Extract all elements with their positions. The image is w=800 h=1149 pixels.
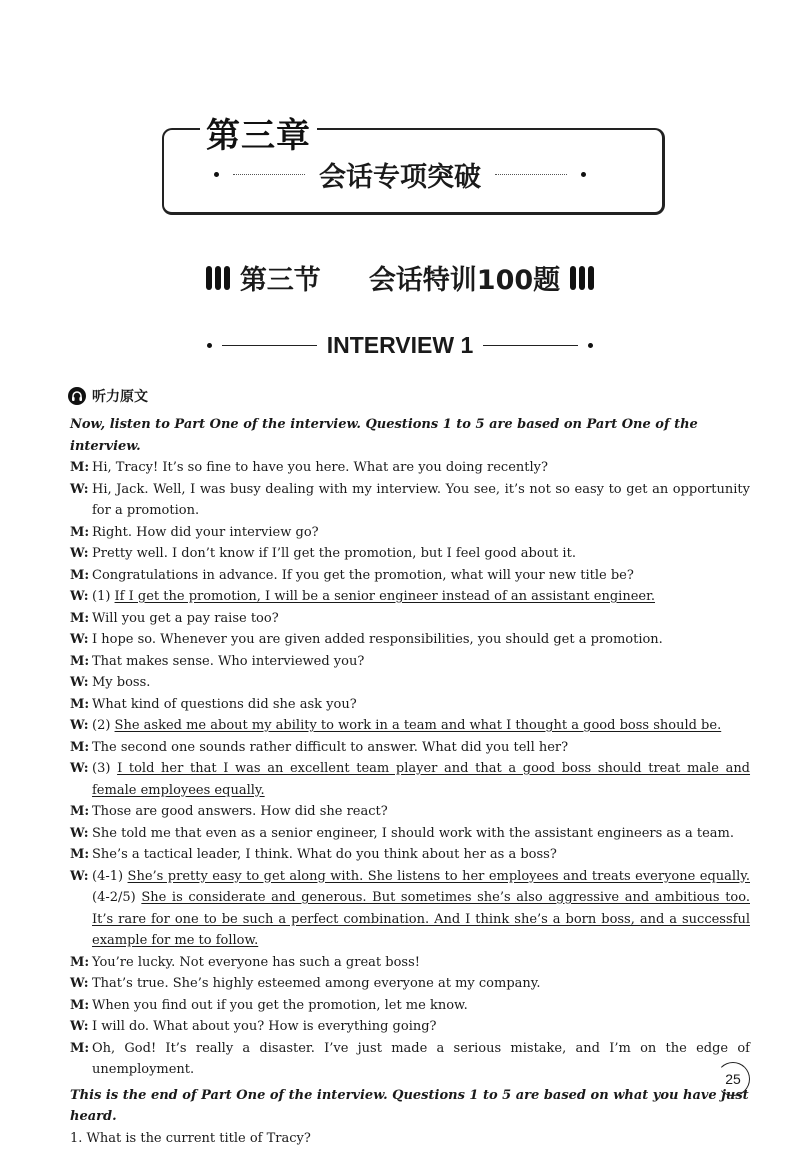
utterance-segment: (1) bbox=[92, 589, 115, 604]
speaker-label: M: bbox=[70, 565, 92, 587]
transcript-label: 听力原文 bbox=[92, 386, 148, 406]
speaker-label: W: bbox=[70, 672, 92, 694]
utterance-text bbox=[92, 866, 750, 952]
section-title: 会话特训100题 bbox=[369, 258, 560, 297]
decor-dot bbox=[588, 343, 593, 348]
utterance-text bbox=[92, 737, 750, 759]
utterance-segment: That’s true. She’s highly esteemed among everyone at my company. bbox=[92, 976, 541, 991]
speaker-label: M: bbox=[70, 737, 92, 759]
answer-underlined-text: She’s pretty easy to get along with. She listens to her employees and treats everyone equally. bbox=[128, 869, 750, 884]
speaker-label: M: bbox=[70, 608, 92, 630]
decor-line bbox=[222, 345, 317, 346]
dialogue-line bbox=[70, 952, 750, 974]
utterance-segment: Pretty well. I don’t know if I’ll get the promotion, but I feel good about it. bbox=[92, 546, 576, 561]
dialogue-line bbox=[70, 586, 750, 608]
utterance-text bbox=[92, 457, 750, 479]
speaker-label: W: bbox=[70, 543, 92, 565]
utterance-text bbox=[92, 629, 750, 651]
speaker-label: M: bbox=[70, 844, 92, 866]
decor-dotted-line bbox=[495, 174, 567, 175]
utterance-text bbox=[92, 608, 750, 630]
speaker-label: M: bbox=[70, 801, 92, 823]
speaker-label: M: bbox=[70, 651, 92, 673]
dialogue-line bbox=[70, 543, 750, 565]
utterance-text bbox=[92, 715, 750, 737]
instruction-text: Now, listen to Part One of the interview. Questions 1 to 5 are based on Part One of the interview. bbox=[70, 414, 750, 457]
speaker-label: M: bbox=[70, 694, 92, 716]
utterance-text bbox=[92, 952, 750, 974]
utterance-text bbox=[92, 479, 750, 522]
speaker-label: W: bbox=[70, 866, 92, 952]
dialogue-line bbox=[70, 973, 750, 995]
speaker-label: W: bbox=[70, 823, 92, 845]
utterance-segment: Congratulations in advance. If you get the promotion, what will your new title be? bbox=[92, 568, 634, 583]
speaker-label: W: bbox=[70, 629, 92, 651]
decor-dot bbox=[207, 343, 212, 348]
utterance-text bbox=[92, 973, 750, 995]
utterance-segment: My boss. bbox=[92, 675, 150, 690]
utterance-text bbox=[92, 651, 750, 673]
section-number: 第三节 bbox=[240, 258, 321, 297]
speaker-label: M: bbox=[70, 522, 92, 544]
utterance-segment: You’re lucky. Not everyone has such a great boss! bbox=[92, 955, 420, 970]
utterance-text bbox=[92, 801, 750, 823]
dialogue-line bbox=[70, 479, 750, 522]
speaker-label: W: bbox=[70, 715, 92, 737]
utterance-text bbox=[92, 672, 750, 694]
dialogue-line bbox=[70, 758, 750, 801]
speaker-label: M: bbox=[70, 995, 92, 1017]
chapter-subtitle-row bbox=[0, 155, 800, 194]
dialogue-line bbox=[70, 694, 750, 716]
dialogue-line bbox=[70, 565, 750, 587]
dialogue-line bbox=[70, 672, 750, 694]
chapter-subtitle: 会话专项突破 bbox=[319, 155, 481, 194]
utterance-segment: Those are good answers. How did she react? bbox=[92, 804, 388, 819]
dialogue-line bbox=[70, 651, 750, 673]
speaker-label: W: bbox=[70, 758, 92, 801]
utterance-text bbox=[92, 995, 750, 1017]
speaker-label: W: bbox=[70, 1016, 92, 1038]
answer-underlined-text: If I get the promotion, I will be a senior engineer instead of an assistant engineer. bbox=[115, 589, 655, 604]
decor-dot bbox=[581, 172, 586, 177]
utterance-segment: I hope so. Whenever you are given added responsibilities, you should get a promotion. bbox=[92, 632, 663, 647]
dialogue-line bbox=[70, 522, 750, 544]
utterance-segment: Oh, God! It’s really a disaster. I’ve just made a serious mistake, and I’m on the edge of unemployment. bbox=[92, 1041, 750, 1078]
speaker-label: W: bbox=[70, 479, 92, 522]
utterance-text bbox=[92, 844, 750, 866]
utterance-text bbox=[92, 694, 750, 716]
utterance-segment: She’s a tactical leader, I think. What do you think about her as a boss? bbox=[92, 847, 557, 862]
question-1: 1. What is the current title of Tracy? bbox=[70, 1128, 750, 1149]
dialogue-line bbox=[70, 823, 750, 845]
dialogue-line bbox=[70, 608, 750, 630]
utterance-text bbox=[92, 758, 750, 801]
utterance-segment: (4-2/5) bbox=[92, 890, 141, 905]
speaker-label: W: bbox=[70, 586, 92, 608]
utterance-segment: She told me that even as a senior engineer, I should work with the assistant engineers as a team. bbox=[92, 826, 734, 841]
page-number: 25 bbox=[716, 1062, 750, 1096]
utterance-text bbox=[92, 565, 750, 587]
speaker-label: M: bbox=[70, 952, 92, 974]
utterance-text bbox=[92, 543, 750, 565]
dialogue-line bbox=[70, 457, 750, 479]
speaker-label: M: bbox=[70, 1038, 92, 1081]
utterance-text bbox=[92, 522, 750, 544]
dialogue-line bbox=[70, 866, 750, 952]
utterance-text bbox=[92, 1016, 750, 1038]
utterance-segment: What kind of questions did she ask you? bbox=[92, 697, 357, 712]
answer-underlined-text: She asked me about my ability to work in a team and what I thought a good boss should be. bbox=[115, 718, 722, 733]
dialogue-line bbox=[70, 801, 750, 823]
chapter-label: 第三章 bbox=[200, 108, 317, 157]
left-bars-icon bbox=[206, 266, 230, 290]
utterance-text bbox=[92, 586, 750, 608]
section-heading bbox=[0, 258, 800, 297]
end-note: This is the end of Part One of the interview. Questions 1 to 5 are based on what you have just heard. bbox=[70, 1085, 750, 1128]
decor-dotted-line bbox=[233, 174, 305, 175]
right-bars-icon bbox=[570, 266, 594, 290]
utterance-segment: That makes sense. Who interviewed you? bbox=[92, 654, 364, 669]
dialogue-line bbox=[70, 995, 750, 1017]
speaker-label: M: bbox=[70, 457, 92, 479]
transcript-header bbox=[68, 386, 148, 406]
utterance-segment: Will you get a pay raise too? bbox=[92, 611, 279, 626]
utterance-segment: (3) bbox=[92, 761, 117, 776]
utterance-segment: Hi, Tracy! It’s so fine to have you here. What are you doing recently? bbox=[92, 460, 548, 475]
dialogue-line bbox=[70, 844, 750, 866]
dialogue-line bbox=[70, 715, 750, 737]
utterance-segment: When you find out if you get the promotion, let me know. bbox=[92, 998, 468, 1013]
utterance-text bbox=[92, 823, 750, 845]
speaker-label: W: bbox=[70, 973, 92, 995]
dialogue-line bbox=[70, 629, 750, 651]
utterance-segment: Hi, Jack. Well, I was busy dealing with my interview. You see, it’s not so easy to get an opportunity for a promotion. bbox=[92, 482, 750, 519]
dialogue-line bbox=[70, 737, 750, 759]
decor-line bbox=[483, 345, 578, 346]
transcript-content bbox=[70, 414, 750, 1149]
answer-underlined-text: I told her that I was an excellent team player and that a good boss should treat male and female employees equally. bbox=[92, 761, 750, 798]
dialogue-list bbox=[70, 457, 750, 1081]
headphone-icon bbox=[68, 387, 86, 405]
interview-title: INTERVIEW 1 bbox=[327, 332, 474, 359]
dialogue-line bbox=[70, 1038, 750, 1081]
utterance-segment: The second one sounds rather difficult to answer. What did you tell her? bbox=[92, 740, 568, 755]
utterance-segment: Right. How did your interview go? bbox=[92, 525, 319, 540]
decor-dot bbox=[214, 172, 219, 177]
answer-underlined-text: She is considerate and generous. But sometimes she’s also aggressive and ambitious too. It’s rare for one to be such a perfect combination. And I think she’s a born boss, and a successful example for me to follow. bbox=[92, 890, 750, 948]
interview-heading bbox=[0, 332, 800, 359]
utterance-text bbox=[92, 1038, 750, 1081]
utterance-segment: (4-1) bbox=[92, 869, 128, 884]
dialogue-line bbox=[70, 1016, 750, 1038]
utterance-segment: (2) bbox=[92, 718, 115, 733]
utterance-segment: I will do. What about you? How is everything going? bbox=[92, 1019, 437, 1034]
